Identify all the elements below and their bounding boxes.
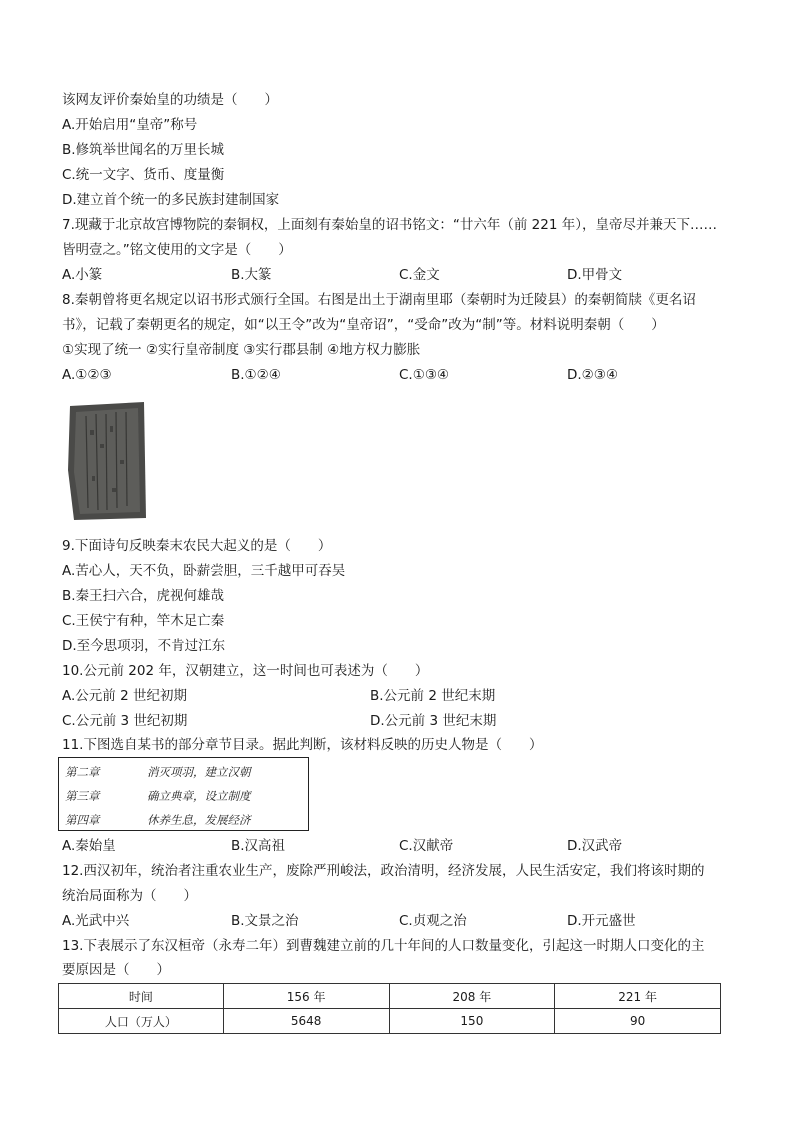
chapter-row (65, 788, 251, 804)
q12-stem-line2: 统治局面称为（ ） (62, 888, 197, 904)
chapter-row (65, 764, 251, 780)
q6-stem: 该网友评价秦始皇的功绩是（ ） (62, 92, 278, 108)
table-cell: 时间 (59, 984, 224, 1009)
table-cell: 90 (555, 1009, 721, 1034)
q8-stem-line1: 8.秦朝曾将更名规定以诏书形式颁行全国。右图是出土于湖南里耶（秦朝时为迁陵县）的秦朝简牍《更名诏 (62, 292, 696, 308)
chapter-number: 第四章 (65, 813, 100, 827)
chapter-number: 第三章 (65, 789, 100, 803)
table-cell: 221 年 (555, 984, 721, 1009)
q10-stem: 10.公元前 202 年，汉朝建立，这一时间也可表述为（ ） (62, 663, 429, 679)
table-cell: 156 年 (223, 984, 389, 1009)
q8-option-a[interactable]: A.①②③ (62, 367, 112, 383)
chapter-number: 第二章 (65, 765, 100, 779)
population-table (58, 983, 721, 1034)
q8-option-c[interactable]: C.①③④ (399, 367, 450, 383)
q10-option-d[interactable]: D.公元前 3 世纪末期 (370, 713, 497, 729)
q7-stem-line2: 皆明壹之。”铭文使用的文字是（ ） (62, 242, 292, 258)
q6-option-b[interactable]: B.修筑举世闻名的万里长城 (62, 142, 225, 158)
q13-stem-line1: 13.下表展示了东汉桓帝（永寿二年）到曹魏建立前的几十年间的人口数量变化，引起这一时期人口变化的主 (62, 938, 705, 954)
table-cell: 5648 (223, 1009, 389, 1034)
table-row (59, 1009, 721, 1034)
q11-option-c[interactable]: C.汉献帝 (399, 838, 454, 854)
q8-statements: ①实现了统一 ②实行皇帝制度 ③实行郡县制 ④地方权力膨胀 (62, 342, 421, 358)
q9-option-c[interactable]: C.王侯宁有种，竿木足亡秦 (62, 613, 225, 629)
q7-option-d[interactable]: D.甲骨文 (567, 267, 623, 283)
qin-slip-image (66, 400, 148, 522)
q6-option-d[interactable]: D.建立首个统一的多民族封建制国家 (62, 192, 280, 208)
table-cell: 150 (389, 1009, 555, 1034)
q10-option-b[interactable]: B.公元前 2 世纪末期 (370, 688, 496, 704)
table-header-row (59, 984, 721, 1009)
q9-option-a[interactable]: A.苦心人，天不负，卧薪尝胆，三千越甲可吞吴 (62, 563, 346, 579)
q12-stem-line1: 12.西汉初年，统治者注重农业生产，废除严刑峻法，政治清明，经济发展，人民生活安定，我们将该时期的 (62, 863, 705, 879)
q8-option-d[interactable]: D.②③④ (567, 367, 618, 383)
q6-option-c[interactable]: C.统一文字、货币、度量衡 (62, 167, 225, 183)
q7-option-b[interactable]: B.大篆 (231, 267, 272, 283)
q9-stem: 9.下面诗句反映秦末农民大起义的是（ ） (62, 538, 332, 554)
q12-option-d[interactable]: D.开元盛世 (567, 913, 636, 929)
q7-option-a[interactable]: A.小篆 (62, 267, 103, 283)
q9-option-b[interactable]: B.秦王扫六合，虎视何雄哉 (62, 588, 225, 604)
chapter-table-of-contents (58, 757, 309, 831)
q11-stem: 11.下图选自某书的部分章节目录。据此判断，该材料反映的历史人物是（ ） (62, 737, 543, 753)
q10-option-a[interactable]: A.公元前 2 世纪初期 (62, 688, 187, 704)
q10-option-c[interactable]: C.公元前 3 世纪初期 (62, 713, 188, 729)
q7-stem-line1: 7.现藏于北京故宫博物院的秦铜权，上面刻有秦始皇的诏书铭文：“廿六年（前 221 年），皇帝尽并兼天下…… (62, 217, 717, 233)
chapter-title: 消灭项羽，建立汉朝 (147, 765, 251, 779)
chapter-title: 确立典章，设立制度 (147, 789, 251, 803)
q12-option-b[interactable]: B.文景之治 (231, 913, 299, 929)
q7-option-c[interactable]: C.金文 (399, 267, 440, 283)
chapter-title: 休养生息，发展经济 (147, 813, 251, 827)
q12-option-a[interactable]: A.光武中兴 (62, 913, 130, 929)
q11-option-b[interactable]: B.汉高祖 (231, 838, 286, 854)
q6-option-a[interactable]: A.开始启用“皇帝”称号 (62, 117, 198, 133)
q11-option-a[interactable]: A.秦始皇 (62, 838, 116, 854)
chapter-row (65, 812, 251, 828)
q11-option-d[interactable]: D.汉武帝 (567, 838, 623, 854)
table-cell: 人口（万人） (59, 1009, 224, 1034)
q12-option-c[interactable]: C.贞观之治 (399, 913, 467, 929)
q8-stem-line2: 书》，记载了秦朝更名的规定，如“以王令”改为“皇帝诏”，“受命”改为“制”等。材料说明秦朝（ ） (62, 317, 665, 333)
q8-option-b[interactable]: B.①②④ (231, 367, 281, 383)
q13-stem-line2: 要原因是（ ） (62, 962, 170, 978)
table-cell: 208 年 (389, 984, 555, 1009)
q9-option-d[interactable]: D.至今思项羽，不肯过江东 (62, 638, 226, 654)
